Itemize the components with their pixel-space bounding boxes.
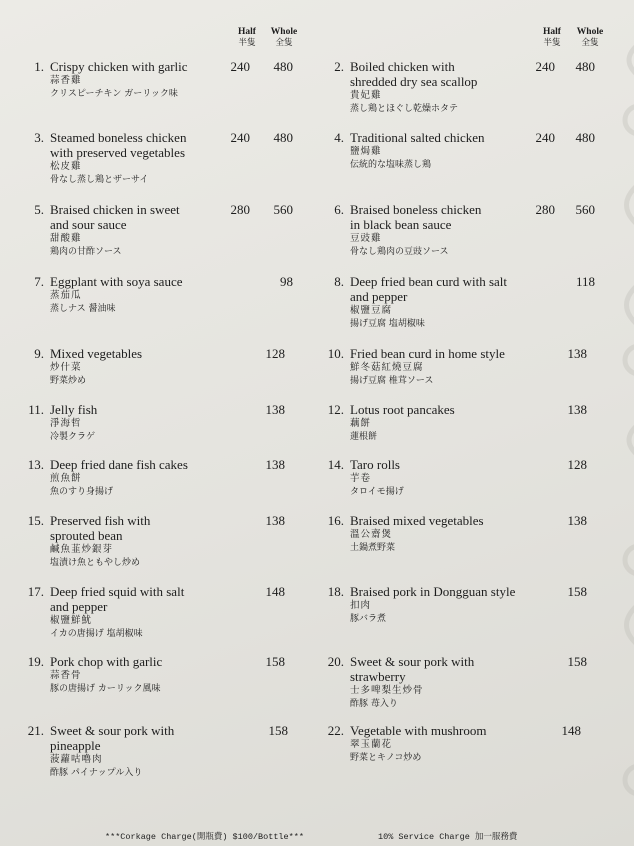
item-english-name: in black bean sauce	[350, 217, 452, 232]
item-chinese-name: 煎魚餅	[50, 473, 82, 484]
item-number: 12.	[327, 402, 344, 417]
item-chinese-name: 椒鹽豆腐	[350, 305, 393, 316]
item-description	[50, 274, 183, 316]
item-english-name: and pepper	[50, 599, 108, 614]
item-english-name: Braised pork in Dongguan style	[350, 584, 516, 599]
item-description	[50, 346, 142, 388]
item-description	[350, 723, 486, 765]
half-price: 280	[535, 202, 555, 217]
item-chinese-name: 菠蘿咕嚕肉	[50, 754, 103, 765]
whole-label: Whole	[576, 27, 604, 37]
item-japanese-name: 冷製クラゲ	[50, 432, 96, 442]
item-description	[50, 202, 180, 259]
item-chinese-name: 椒鹽鮮魷	[50, 615, 93, 626]
whole-header-left	[266, 27, 302, 49]
half-header-left	[232, 27, 262, 49]
item-description	[350, 457, 404, 499]
whole-price: 480	[273, 130, 293, 145]
item-description	[350, 202, 481, 259]
item-english-name: Crispy chicken with garlic	[50, 59, 188, 74]
item-description	[350, 274, 507, 331]
item-description	[350, 402, 455, 444]
item-chinese-name: 甜酸雞	[50, 233, 82, 244]
item-english-name: and pepper	[350, 289, 408, 304]
whole-price: 158	[265, 654, 285, 669]
item-number: 21.	[27, 723, 44, 738]
whole-price: 560	[273, 202, 293, 217]
whole-price: 480	[575, 59, 595, 74]
whole-cn-label: 全隻	[275, 38, 293, 48]
item-description	[350, 654, 474, 711]
item-description	[350, 513, 484, 555]
corkage-charge-note: ***Corkage Charge(開瓶費) $100/Bottle***	[105, 832, 304, 842]
item-english-name: with preserved vegetables	[50, 145, 186, 160]
item-english-name: Deep fried bean curd with salt	[350, 274, 508, 289]
item-english-name: Vegetable with mushroom	[350, 723, 487, 738]
half-price: 280	[230, 202, 250, 217]
whole-price: 138	[567, 513, 587, 528]
item-number: 9.	[34, 346, 44, 361]
whole-label: Whole	[270, 27, 298, 37]
item-english-name: and sour sauce	[50, 217, 127, 232]
item-japanese-name: 豚バラ煮	[350, 614, 387, 624]
item-japanese-name: イカの唐揚げ 塩胡椒味	[50, 629, 143, 639]
item-description	[350, 584, 515, 626]
item-japanese-name: 伝統的な塩味蒸し鶏	[350, 160, 432, 170]
item-chinese-name: 溫公齋煲	[350, 529, 393, 540]
item-english-name: shredded dry sea scallop	[350, 74, 478, 89]
whole-price: 148	[265, 584, 285, 599]
item-english-name: pineapple	[50, 738, 101, 753]
item-number: 13.	[27, 457, 44, 472]
half-label: Half	[543, 27, 561, 37]
half-cn-label: 半隻	[543, 38, 561, 48]
item-english-name: Braised boneless chicken	[350, 202, 482, 217]
item-english-name: strawberry	[350, 669, 406, 684]
item-chinese-name: 炒什菜	[50, 362, 82, 373]
item-number: 7.	[34, 274, 44, 289]
item-number: 16.	[327, 513, 344, 528]
whole-price: 148	[561, 723, 581, 738]
item-description	[50, 654, 162, 696]
item-chinese-name: 藕餅	[350, 418, 372, 429]
item-english-name: Steamed boneless chicken	[50, 130, 187, 145]
item-english-name: Deep fried squid with salt	[50, 584, 185, 599]
half-price: 240	[230, 130, 250, 145]
item-english-name: Braised chicken in sweet	[50, 202, 180, 217]
item-chinese-name: 蒸茄瓜	[50, 290, 82, 301]
whole-price: 158	[567, 584, 587, 599]
item-number: 11.	[28, 402, 44, 417]
whole-header-right	[572, 27, 608, 49]
item-english-name: Fried bean curd in home style	[350, 346, 505, 361]
item-japanese-name: 蒸しナス 醤油味	[50, 304, 116, 314]
item-english-name: Preserved fish with	[50, 513, 151, 528]
item-english-name: Taro rolls	[350, 457, 400, 472]
half-cn-label: 半隻	[238, 38, 256, 48]
item-chinese-name: 貴妃雞	[350, 90, 382, 101]
item-japanese-name: 酢豚 苺入り	[350, 699, 398, 709]
item-english-name: Jelly fish	[50, 402, 98, 417]
item-chinese-name: 蒜香雞	[50, 75, 82, 86]
item-chinese-name: 扣肉	[350, 600, 372, 611]
item-english-name: sprouted bean	[50, 528, 123, 543]
whole-price: 480	[575, 130, 595, 145]
item-chinese-name: 鮮冬菇紅燒豆腐	[350, 362, 424, 373]
item-chinese-name: 鹽焗雞	[350, 146, 382, 157]
item-japanese-name: 揚げ豆腐 椎茸ソース	[350, 376, 434, 386]
whole-price: 138	[265, 513, 285, 528]
item-number: 8.	[334, 274, 344, 289]
half-header-right	[537, 27, 567, 49]
whole-price: 138	[567, 346, 587, 361]
item-chinese-name: 淨海哲	[50, 418, 82, 429]
item-chinese-name: 鹹魚韮炒銀芽	[50, 544, 114, 555]
item-english-name: Boiled chicken with	[350, 59, 455, 74]
item-japanese-name: 蓮根餅	[350, 432, 378, 442]
item-number: 17.	[27, 584, 44, 599]
item-japanese-name: 豚の唐揚げ カーリック風味	[50, 684, 161, 694]
item-japanese-name: クリスピーチキン ガーリック味	[50, 89, 178, 99]
half-label: Half	[238, 27, 256, 37]
item-number: 19.	[27, 654, 44, 669]
item-japanese-name: 骨なし蒸し鶏とザーサイ	[50, 175, 149, 185]
item-description	[50, 584, 184, 641]
item-chinese-name: 士多啤梨生炒骨	[350, 685, 424, 696]
item-description	[50, 457, 188, 499]
item-description	[350, 346, 505, 388]
item-number: 10.	[327, 346, 344, 361]
item-english-name: Deep fried dane fish cakes	[50, 457, 188, 472]
item-chinese-name: 松皮雞	[50, 161, 82, 172]
item-number: 3.	[34, 130, 44, 145]
item-english-name: Pork chop with garlic	[50, 654, 163, 669]
item-chinese-name: 芋卷	[350, 473, 372, 484]
whole-price: 118	[575, 274, 595, 289]
item-english-name: Braised mixed vegetables	[350, 513, 484, 528]
item-description	[50, 402, 97, 444]
half-price: 240	[535, 130, 555, 145]
whole-price: 128	[265, 346, 285, 361]
item-number: 15.	[27, 513, 44, 528]
whole-price: 138	[265, 402, 285, 417]
decorative-swirl-border	[584, 0, 634, 846]
item-japanese-name: タロイモ揚げ	[350, 487, 404, 497]
whole-price: 560	[575, 202, 595, 217]
item-english-name: Sweet & sour pork with	[350, 654, 475, 669]
item-number: 2.	[334, 59, 344, 74]
item-description	[50, 59, 188, 101]
item-english-name: Mixed vegetables	[50, 346, 143, 361]
item-english-name: Traditional salted chicken	[350, 130, 485, 145]
item-number: 14.	[327, 457, 344, 472]
item-japanese-name: 魚のすり身揚げ	[50, 487, 114, 497]
item-number: 22.	[327, 723, 344, 738]
whole-price: 138	[265, 457, 285, 472]
whole-price: 128	[567, 457, 587, 472]
item-description	[50, 723, 174, 780]
item-number: 4.	[334, 130, 344, 145]
item-japanese-name: 蒸し鶏とほぐし乾燥ホタテ	[350, 104, 459, 114]
item-japanese-name: 揚げ豆腐 塩胡椒味	[350, 319, 425, 329]
item-japanese-name: 野菜とキノコ炒め	[350, 753, 422, 763]
item-description	[50, 130, 186, 187]
service-charge-note: 10% Service Charge 加一服務費	[378, 832, 518, 842]
item-japanese-name: 骨なし鶏肉の豆豉ソース	[350, 247, 449, 257]
item-number: 6.	[334, 202, 344, 217]
item-number: 20.	[327, 654, 344, 669]
item-number: 5.	[34, 202, 44, 217]
half-price: 240	[535, 59, 555, 74]
item-chinese-name: 翠玉蘭花	[350, 739, 393, 750]
whole-price: 158	[268, 723, 288, 738]
item-japanese-name: 酢豚 パイナップル入り	[50, 768, 143, 778]
whole-price: 98	[280, 274, 293, 289]
item-japanese-name: 塩漬け魚ともやし炒め	[50, 558, 141, 568]
item-description	[350, 59, 477, 116]
item-japanese-name: 鶏肉の甘酢ソース	[50, 247, 122, 257]
whole-price: 158	[567, 654, 587, 669]
whole-price: 138	[567, 402, 587, 417]
item-number: 1.	[34, 59, 44, 74]
item-chinese-name: 豆豉雞	[350, 233, 382, 244]
item-chinese-name: 蒜香骨	[50, 670, 82, 681]
half-price: 240	[230, 59, 250, 74]
item-japanese-name: 野菜炒め	[50, 376, 87, 386]
item-japanese-name: 土鍋煮野菜	[350, 543, 396, 553]
whole-cn-label: 全隻	[581, 38, 599, 48]
item-english-name: Sweet & sour pork with	[50, 723, 175, 738]
item-number: 18.	[327, 584, 344, 599]
item-english-name: Eggplant with soya sauce	[50, 274, 183, 289]
item-description	[50, 513, 150, 570]
item-english-name: Lotus root pancakes	[350, 402, 455, 417]
whole-price: 480	[273, 59, 293, 74]
item-description	[350, 130, 485, 172]
